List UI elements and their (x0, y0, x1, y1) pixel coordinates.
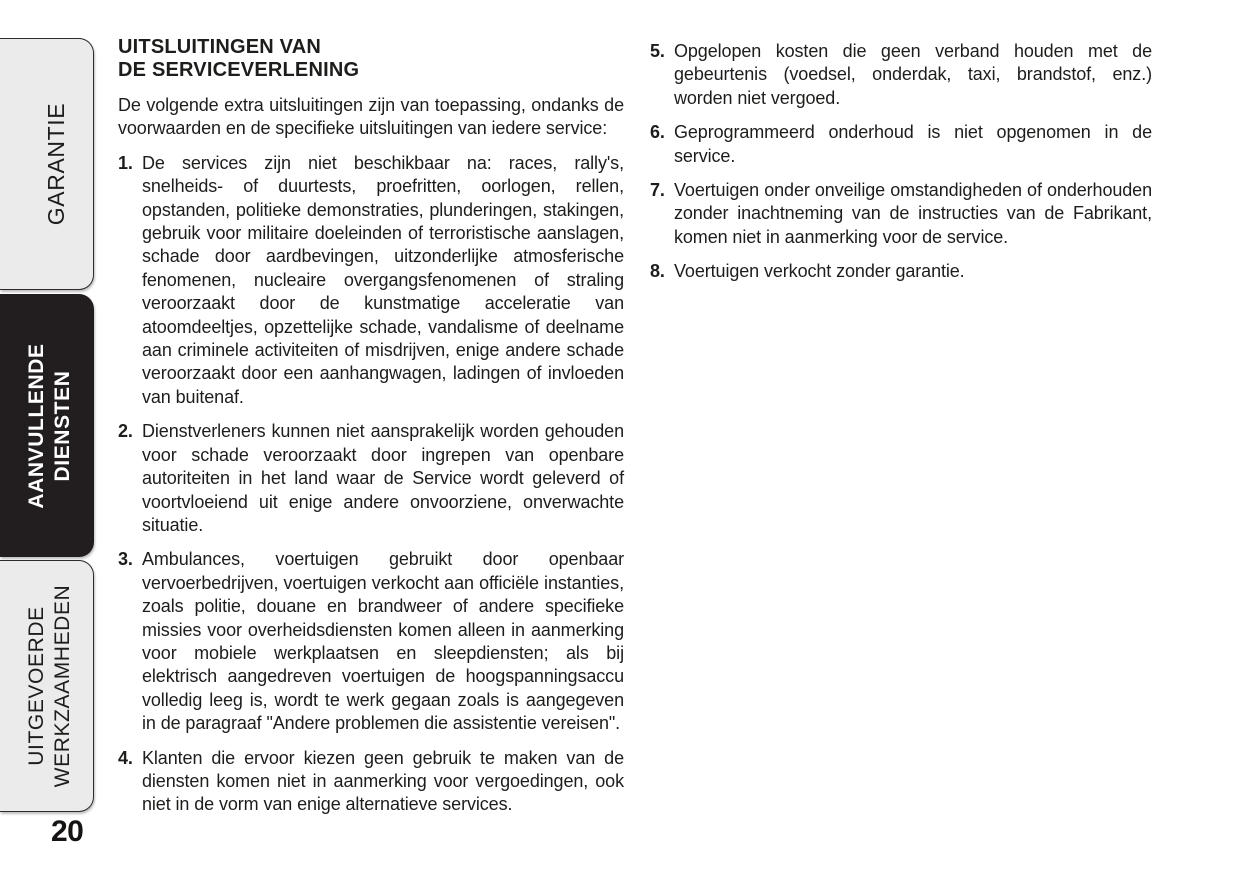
item-text: De services zijn niet beschikbaar na: races, rally's, snelheids- of duurtests, proefritten, oorlogen, rellen, opstanden, politieke demonstraties, plunderingen, stakingen, gebruik voor militaire doeleinden of terroristische aanslagen, schade door aardbevingen, uitzonderlijke atmosferische fenomenen, nucleaire overgangsfenomenen of straling veroorzaakt door de kunstmatige acceleratie van atoomdeeltjes, opzettelijke schade, vandalisme of deelname aan criminele activiteiten of misdrijven, enige andere schade veroorzaakt door een aanhangwagen, ladingen of invloeden van buitenaf. (142, 152, 624, 407)
sidebar-tab-uitgevoerde-werkzaamheden-label (24, 585, 76, 788)
sidebar-tab-aanvullende-diensten[interactable] (0, 294, 94, 557)
item-text: Geprogrammeerd onderhoud is niet opgenomen in de service. (674, 122, 1152, 166)
sidebar-tab-uitgevoerde-werkzaamheden[interactable] (0, 560, 94, 812)
item-number: 4. (118, 747, 133, 768)
content-column-left (118, 36, 624, 828)
list-item-1 (118, 152, 624, 409)
sidebar-tab-aanvullende-diensten-label (24, 343, 76, 508)
item-text: Opgelopen kosten die geen verband houden met de gebeurtenis (voedsel, onderdak, taxi, brandstof, enz.) worden niet vergoed. (674, 41, 1152, 108)
page-number: 20 (51, 815, 84, 848)
page-title-line-2: DE SERVICEVERLENING (118, 58, 360, 81)
tab-label-line: DIENSTEN (51, 370, 75, 481)
item-number: 3. (118, 549, 133, 570)
item-text: Dienstverleners kunnen niet aansprakelijk worden gehouden voor schade veroorzaakt door ingrepen van openbare autoriteiten in het land waar de Service wordt geleverd of voortvloeiend uit enige andere onvoorziene, onverwachte situatie. (142, 421, 624, 535)
content-column-right (650, 40, 1152, 295)
item-number: 8. (650, 261, 665, 282)
item-text: Voertuigen verkocht zonder garantie. (674, 261, 965, 282)
item-text: Klanten die ervoor kiezen geen gebruik te maken van de diensten komen niet in aanmerking voor vergoedingen, ook niet in de vorm van enige alternatieve services. (142, 747, 624, 815)
page-title (118, 36, 624, 81)
list-item-3 (118, 548, 624, 735)
intro-paragraph: De volgende extra uitsluitingen zijn van toepassing, ondanks de voorwaarden en de specifieke uitsluitingen van iedere service: (118, 95, 624, 139)
item-text: Ambulances, voertuigen gebruikt door openbaar vervoerbedrijven, voertuigen verkocht aan officiële instanties, zoals politie, douane en brandweer of andere specifieke missies voor overheidsdiensten komen alleen in aanmerking voor mobiele werkplaatsen en sleepdiensten; als bij elektrisch aangedreven voertuigen de hoogspanningsaccu volledig leeg is, wordt te werk gegaan zoals is aangegeven in de paragraaf "Andere problemen die assistentie vereisen". (142, 549, 624, 734)
page-title-line-1: UITSLUITINGEN VAN (118, 36, 322, 58)
item-text: Voertuigen onder onveilige omstandigheden of onderhouden zonder inachtneming van de instructies van de Fabrikant, komen niet in aanmerking voor de service. (674, 180, 1152, 247)
tab-label-line: AANVULLENDE (25, 342, 49, 509)
item-number: 5. (650, 41, 665, 61)
list-item-7 (650, 179, 1152, 249)
list-item-2 (118, 420, 624, 537)
list-item-6 (650, 121, 1152, 168)
sidebar-tab-garantie-label (43, 103, 69, 225)
tab-label-line: GARANTIE (42, 102, 69, 226)
sidebar-tab-garantie[interactable] (0, 38, 94, 290)
tab-label-line: WERKZAAMHEDEN (51, 584, 75, 788)
item-number: 7. (650, 180, 665, 201)
tab-label-line: UITGEVOERDE (25, 606, 49, 766)
list-item-4 (118, 747, 624, 817)
item-number: 2. (118, 421, 133, 442)
item-number: 6. (650, 122, 665, 143)
item-number: 1. (118, 152, 133, 173)
list-item-8 (650, 260, 1152, 283)
list-item-5 (650, 40, 1152, 110)
